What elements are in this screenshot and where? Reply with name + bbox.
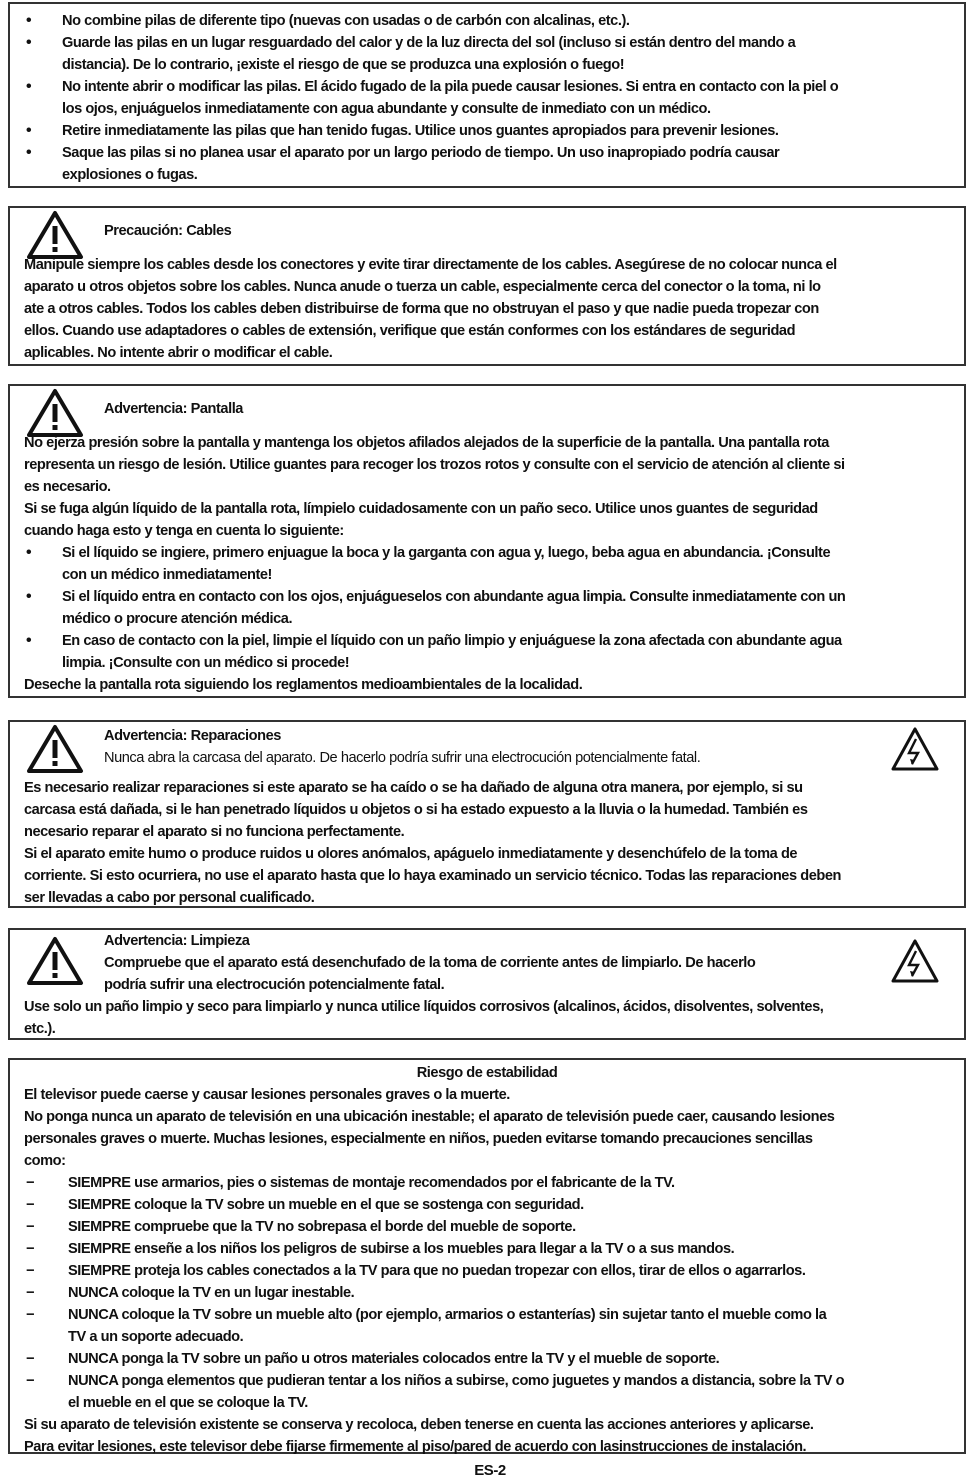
stability-item-4: SIEMPRE enseñe a los niños los peligros de subirse a los muebles para llegar a la TV o a sus mandos. bbox=[68, 1241, 735, 1257]
repairs-line-1: Es necesario realizar reparaciones si este aparato se ha caído o se ha dañado de alguna otra manera, por ejemplo, si su bbox=[24, 780, 803, 796]
stability-item-1: SIEMPRE use armarios, pies o sistemas de montaje recomendados por el fabricante de la TV. bbox=[68, 1175, 675, 1191]
dash: − bbox=[26, 1351, 35, 1367]
battery-item-5-line-2: explosiones o fugas. bbox=[62, 167, 198, 183]
stability-intro-2: No ponga nunca un aparato de televisión en una ubicación inestable; el aparato de televisión puede caer, causando lesiones bbox=[24, 1109, 835, 1125]
cables-line-2: aparato u otros objetos sobre los cables. Nunca anude o tuerza un cable, especialmente cerca del conector o la toma, ni lo bbox=[24, 279, 821, 295]
cables-title: Precaución: Cables bbox=[104, 223, 232, 239]
cleaning-subtitle-2: podría sufrir una electrocución potencialmente fatal. bbox=[104, 977, 445, 993]
stability-item-7-line-2: TV a un soporte adecuado. bbox=[68, 1329, 244, 1345]
battery-item-4: Retire inmediatamente las pilas que han tenido fugas. Utilice unos guantes apropiados para prevenir lesiones. bbox=[62, 123, 779, 139]
dash: − bbox=[26, 1307, 35, 1323]
repairs-line-4: Si el aparato emite humo o produce ruidos u olores anómalos, apáguelo inmediatamente y desenchúfelo de la toma de bbox=[24, 846, 798, 862]
battery-item-3-line-2: los ojos, enjuáguelos inmediatamente con agua abundante y consulte de inmediato con un médico. bbox=[62, 101, 711, 117]
screen-intro-1: No ejerza presión sobre la pantalla y mantenga los objetos afilados alejados de la superficie de la pantalla. Una pantalla rota bbox=[24, 435, 829, 451]
warning-triangle-icon bbox=[26, 936, 84, 986]
stability-item-5: SIEMPRE proteja los cables conectados a la TV para que no puedan tropezar con ellos, tirar de ellos o agarrarlos. bbox=[68, 1263, 806, 1279]
stability-closing-2: Para evitar lesiones, este televisor debe fijarse firmemente al piso/pared de acuerdo con lasinstrucciones de instalación. bbox=[24, 1439, 807, 1455]
repairs-line-5: corriente. Si esto ocurriera, no use el aparato hasta que lo haya examinado un servicio técnico. Todas las reparaciones deben bbox=[24, 868, 841, 884]
cleaning-box bbox=[8, 928, 966, 1040]
cables-line-4: ellos. Cuando use adaptadores o cables de extensión, verifique que están conformes con los estándares de seguridad bbox=[24, 323, 796, 339]
warning-triangle-icon bbox=[26, 724, 84, 774]
repairs-title: Advertencia: Reparaciones bbox=[104, 728, 281, 744]
cables-line-1: Manipule siempre los cables desde los conectores y evite tirar directamente de los cables. Asegúrese de no colocar nunca el bbox=[24, 257, 837, 273]
stability-item-3: SIEMPRE compruebe que la TV no sobrepasa el borde del mueble de soporte. bbox=[68, 1219, 576, 1235]
screen-item-1-line-2: con un médico inmediatamente! bbox=[62, 567, 272, 583]
bullet: • bbox=[26, 544, 32, 561]
stability-title: Riesgo de estabilidad bbox=[416, 1065, 558, 1081]
screen-item-3-line-2: limpia. ¡Consulte con un médico si procede! bbox=[62, 655, 350, 671]
screen-intro-2: representa un riesgo de lesión. Utilice guantes para recoger los trozos rotos y consulte con el servicio de atención al cliente si bbox=[24, 457, 845, 473]
bullet: • bbox=[26, 34, 32, 51]
warning-triangle-icon bbox=[26, 210, 84, 260]
battery-box bbox=[8, 2, 966, 188]
electric-shock-icon bbox=[890, 938, 940, 984]
screen-item-2-line-1: Si el líquido entra en contacto con los ojos, enjuágueselos con abundante agua limpia. Consulte inmediatamente con un bbox=[62, 589, 846, 605]
battery-item-2-line-1: Guarde las pilas en un lugar resguardado del calor y de la luz directa del sol (incluso si están dentro del mando a bbox=[62, 35, 796, 51]
cables-line-5: aplicables. No intente abrir o modificar el cable. bbox=[24, 345, 333, 361]
screen-intro-5: cuando haga esto y tenga en cuenta lo siguiente: bbox=[24, 523, 344, 539]
screen-item-3-line-1: En caso de contacto con la piel, limpie el líquido con un paño limpio y enjuáguese la zona afectada con abundante agua bbox=[62, 633, 842, 649]
dash: − bbox=[26, 1175, 35, 1191]
cables-box bbox=[8, 206, 966, 366]
bullet: • bbox=[26, 632, 32, 649]
stability-intro-1: El televisor puede caerse y causar lesiones personales graves o la muerte. bbox=[24, 1087, 510, 1103]
stability-item-7-line-1: NUNCA coloque la TV sobre un mueble alto (por ejemplo, armarios o estanterías) sin sujetar tanto el mueble como la bbox=[68, 1307, 827, 1323]
screen-intro-4: Si se fuga algún líquido de la pantalla rota, límpielo cuidadosamente con un paño seco. Utilice unos guantes de seguridad bbox=[24, 501, 818, 517]
bullet: • bbox=[26, 78, 32, 95]
battery-item-5-line-1: Saque las pilas si no planea usar el aparato por un largo periodo de tiempo. Un uso inapropiado podría causar bbox=[62, 145, 780, 161]
dash: − bbox=[26, 1197, 35, 1213]
stability-intro-4: como: bbox=[24, 1153, 66, 1169]
screen-closing: Deseche la pantalla rota siguiendo los reglamentos medioambientales de la localidad. bbox=[24, 677, 583, 693]
stability-item-6: NUNCA coloque la TV en un lugar inestable. bbox=[68, 1285, 355, 1301]
dash: − bbox=[26, 1285, 35, 1301]
stability-item-2: SIEMPRE coloque la TV sobre un mueble en el que se sostenga con seguridad. bbox=[68, 1197, 584, 1213]
cables-line-3: ate a otros cables. Todos los cables deben distribuirse de forma que no obstruyan el paso y que nadie pueda tropezar con bbox=[24, 301, 819, 317]
page-number: ES-2 bbox=[474, 1462, 506, 1479]
bullet: • bbox=[26, 122, 32, 139]
screen-title: Advertencia: Pantalla bbox=[104, 401, 243, 417]
bullet: • bbox=[26, 144, 32, 161]
screen-intro-3: es necesario. bbox=[24, 479, 111, 495]
cleaning-line-1: Use solo un paño limpio y seco para limpiarlo y nunca utilice líquidos corrosivos (alcalinos, ácidos, disolventes, solventes, bbox=[24, 999, 824, 1015]
screen-box bbox=[8, 384, 966, 698]
stability-intro-3: personales graves o muerte. Muchas lesiones, especialmente en niños, pueden evitarse tomando precauciones sencillas bbox=[24, 1131, 813, 1147]
stability-item-9-line-2: el mueble en el que se coloque la TV. bbox=[68, 1395, 308, 1411]
dash: − bbox=[26, 1373, 35, 1389]
repairs-subtitle: Nunca abra la carcasa del aparato. De hacerlo podría sufrir una electrocución potencialmente fatal. bbox=[104, 750, 701, 766]
battery-item-2-line-2: distancia). De lo contrario, ¡existe el riesgo de que se produzca una explosión o fuego! bbox=[62, 57, 625, 73]
dash: − bbox=[26, 1219, 35, 1235]
screen-item-2-line-2: médico o procure atención médica. bbox=[62, 611, 293, 627]
bullet: • bbox=[26, 588, 32, 605]
cleaning-subtitle-1: Compruebe que el aparato está desenchufado de la toma de corriente antes de limpiarlo. De hacerlo bbox=[104, 955, 756, 971]
dash: − bbox=[26, 1241, 35, 1257]
screen-item-1-line-1: Si el líquido se ingiere, primero enjuague la boca y la garganta con agua y, luego, beba agua en abundancia. ¡Consulte bbox=[62, 545, 831, 561]
stability-closing-1: Si su aparato de televisión existente se conserva y recoloca, deben tenerse en cuenta las acciones anteriores y aplicarse. bbox=[24, 1417, 814, 1433]
repairs-line-6: ser llevadas a cabo por personal cualificado. bbox=[24, 890, 315, 906]
battery-item-3-line-1: No intente abrir o modificar las pilas. El ácido fugado de la pila puede causar lesiones. Si entra en contacto con la piel o bbox=[62, 79, 839, 95]
repairs-box bbox=[8, 720, 966, 908]
stability-item-8: NUNCA ponga la TV sobre un paño u otros materiales colocados entre la TV y el mueble de soporte. bbox=[68, 1351, 720, 1367]
electric-shock-icon bbox=[890, 726, 940, 772]
dash: − bbox=[26, 1263, 35, 1279]
stability-item-9-line-1: NUNCA ponga elementos que pudieran tentar a los niños a subirse, como juguetes y mandos a distancia, sobre la TV o bbox=[68, 1373, 845, 1389]
cleaning-line-2: etc.). bbox=[24, 1021, 56, 1037]
stability-box bbox=[8, 1058, 966, 1454]
battery-item-1: No combine pilas de diferente tipo (nuevas con usadas o de carbón con alcalinas, etc.). bbox=[62, 13, 630, 29]
bullet: • bbox=[26, 12, 32, 29]
repairs-line-3: necesario reparar el aparato si no funciona perfectamente. bbox=[24, 824, 405, 840]
cleaning-title: Advertencia: Limpieza bbox=[104, 933, 250, 949]
repairs-line-2: carcasa está dañada, si le han penetrado líquidos u objetos o si ha estado expuesto a la lluvia o la humedad. También es bbox=[24, 802, 808, 818]
warning-triangle-icon bbox=[26, 388, 84, 438]
